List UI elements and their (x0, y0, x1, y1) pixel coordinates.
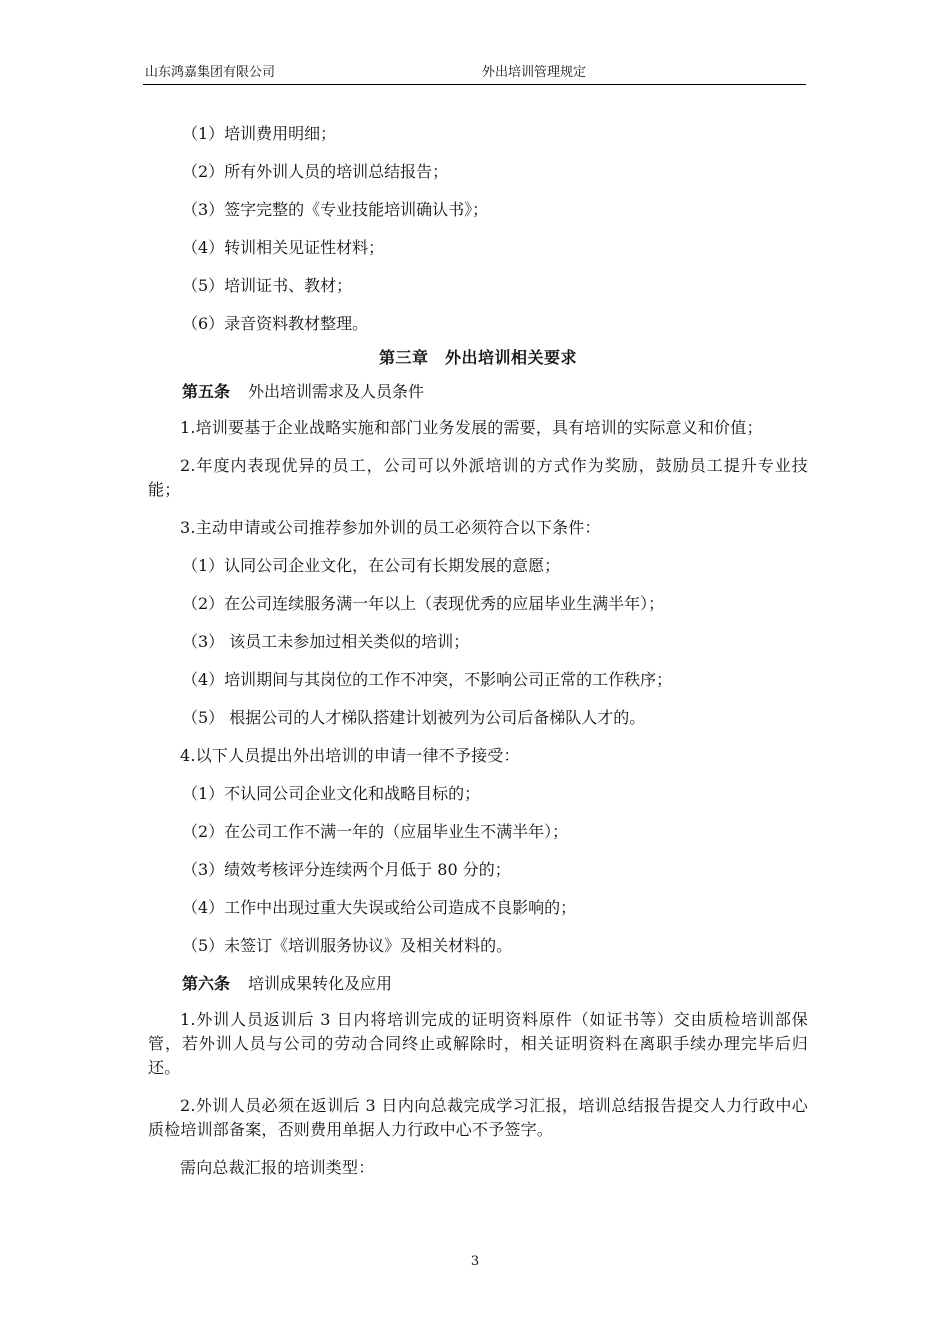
list-item: （6）录音资料教材整理。 (182, 314, 369, 333)
list-item: （4）转训相关见证性材料； (182, 238, 385, 257)
paragraph: 需向总裁汇报的培训类型： (180, 1158, 375, 1177)
article-number: 第六条 (182, 974, 231, 993)
list-item: （1）认同公司企业文化，在公司有长期发展的意愿； (182, 556, 561, 575)
article-number: 第五条 (182, 382, 231, 401)
page-number: 3 (470, 1254, 480, 1269)
article-heading (148, 380, 808, 404)
article-title: 培训成果转化及应用 (248, 974, 393, 993)
list-item: （3）绩效考核评分连续两个月低于 80 分的； (182, 860, 511, 879)
document-body (148, 122, 808, 1194)
article-title: 外出培训需求及人员条件 (248, 382, 425, 401)
list-item: （2）在公司连续服务满一年以上（表现优秀的应届毕业生满半年）； (182, 594, 665, 613)
paragraph: 4.以下人员提出外出培训的申请一律不予接受： (180, 746, 520, 765)
list-item: （4）工作中出现过重大失误或给公司造成不良影响的； (182, 898, 577, 917)
paragraph: 3.主动申请或公司推荐参加外训的员工必须符合以下条件： (180, 518, 601, 537)
paragraph: 1.外训人员返训后 3 日内将培训完成的证明资料原件（如证书等）交由质检培训部保管，若外训人员与公司的劳动合同终止或解除时，相关证明资料在离职手续办理完毕后归还。 (148, 1010, 808, 1077)
article-heading (148, 972, 808, 996)
header-doc-title: 外出培训管理规定 (482, 65, 587, 80)
list-item: （2）在公司工作不满一年的（应届毕业生不满半年）； (182, 822, 569, 841)
list-item: （1）培训费用明细； (182, 124, 337, 143)
list-item: （4）培训期间与其岗位的工作不冲突，不影响公司正常的工作秩序； (182, 670, 673, 689)
list-item: （3） 该员工未参加过相关类似的培训； (182, 632, 470, 651)
list-item: （1）不认同公司企业文化和战略目标的； (182, 784, 481, 803)
list-item: （5）未签订《培训服务协议》及相关材料的。 (182, 936, 513, 955)
header-company: 山东鸿嘉集团有限公司 (145, 65, 276, 80)
list-item: （3）签字完整的《专业技能培训确认书》； (182, 200, 489, 219)
list-item: （5） 根据公司的人才梯队搭建计划被列为公司后备梯队人才的。 (182, 708, 646, 727)
paragraph: 1.培训要基于企业战略实施和部门业务发展的需要，具有培训的实际意义和价值； (180, 418, 763, 437)
page-header (143, 62, 806, 85)
chapter-heading: 第三章 外出培训相关要求 (378, 348, 577, 367)
list-item: （5）培训证书、教材； (182, 276, 353, 295)
list-item: （2）所有外训人员的培训总结报告； (182, 162, 449, 181)
paragraph: 2.年度内表现优异的员工，公司可以外派培训的方式作为奖励，鼓励员工提升专业技能； (148, 456, 808, 499)
paragraph: 2.外训人员必须在返训后 3 日内向总裁完成学习汇报，培训总结报告提交人力行政中心质检培训部备案，否则费用单据人力行政中心不予签字。 (148, 1096, 808, 1139)
